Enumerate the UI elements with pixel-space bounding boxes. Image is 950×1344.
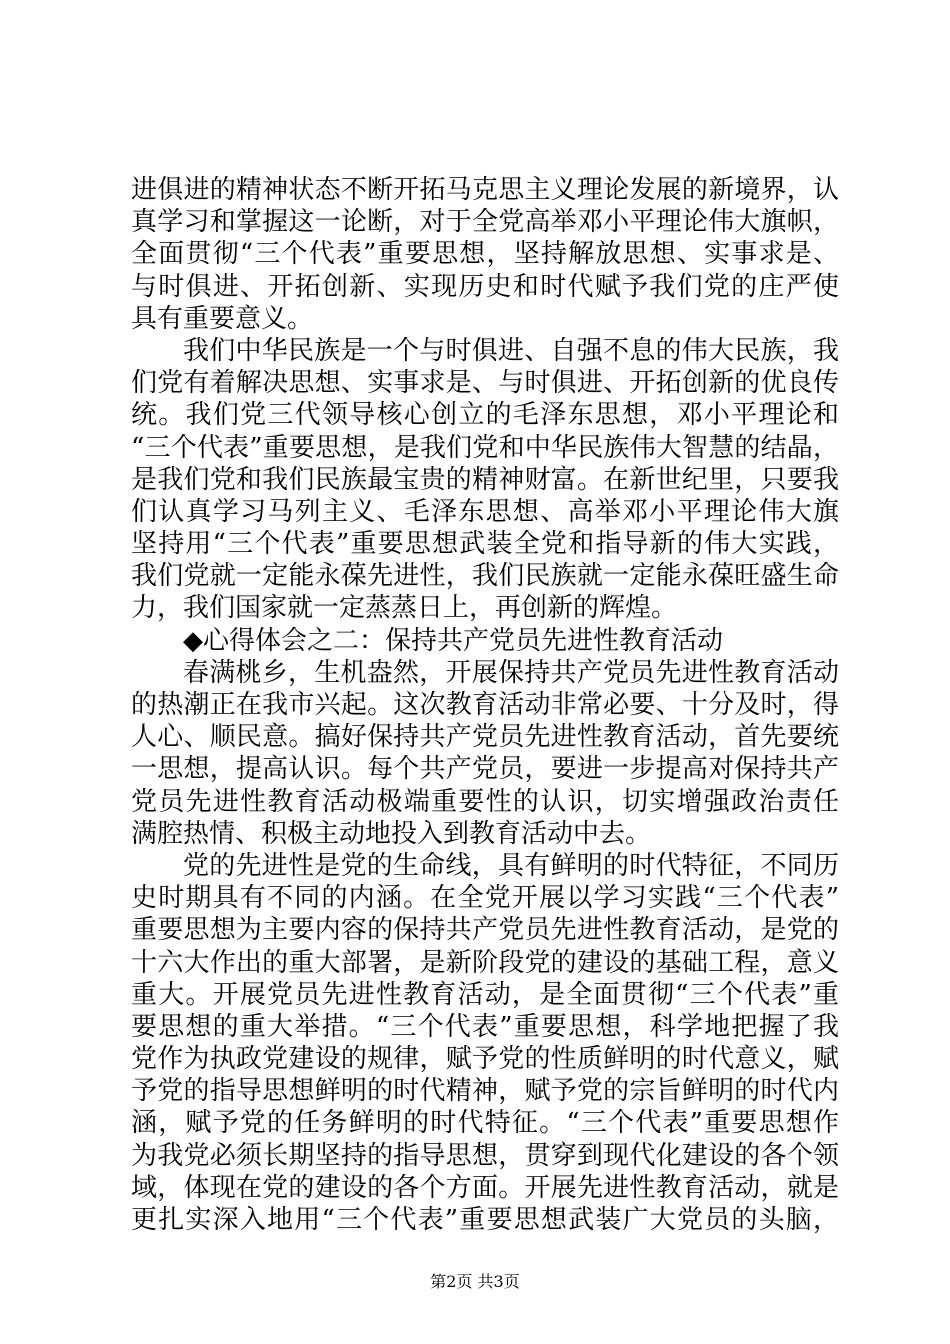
text-line: 要思想的重大举措。“三个代表”重要思想，科学地把握了我 (131, 1011, 839, 1042)
text-line: 为我党必须长期坚持的指导思想，贯穿到现代化建设的各个领 (131, 1140, 839, 1171)
text-line: 党的先进性是党的生命线，具有鲜明的时代特征，不同历 (183, 850, 839, 881)
text-line: 具有重要意义。 (131, 303, 314, 334)
text-line: 予党的指导思想鲜明的时代精神，赋予党的宗旨鲜明的时代内 (131, 1076, 839, 1107)
text-line: 统。我们党三代领导核心创立的毛泽东思想，邓小平理论和 (131, 400, 839, 431)
text-line: 的热潮正在我市兴起。这次教育活动非常必要、十分及时，得 (131, 690, 839, 720)
text-line: 重大。开展党员先进性教育活动，是全面贯彻“三个代表”重 (131, 979, 839, 1010)
text-line: 十六大作出的重大部署，是新阶段党的建设的基础工程，意义 (131, 947, 839, 978)
text-line: 我们中华民族是一个与时俱进、自强不息的伟大民族，我 (183, 335, 839, 366)
text-line: 坚持用“三个代表”重要思想武装全党和指导新的伟大实践， (131, 529, 839, 560)
text-line: 满腔热情、积极主动地投入到教育活动中去。 (131, 818, 652, 849)
text-line: 重要思想为主要内容的保持共产党员先进性教育活动，是党的 (131, 915, 839, 946)
text-line: 们党有着解决思想、实事求是、与时俱进、开拓创新的优良传 (131, 368, 839, 399)
text-line: 们认真学习马列主义、毛泽东思想、高举邓小平理论伟大旗 (131, 496, 839, 527)
text-line: 全面贯彻“三个代表”重要思想，坚持解放思想、实事求是、 (131, 239, 839, 270)
text-line: 是我们党和我们民族最宝贵的精神财富。在新世纪里，只要我 (131, 464, 839, 495)
text-line: 春满桃乡，生机盎然，开展保持共产党员先进性教育活动 (183, 657, 839, 688)
text-line: 更扎实深入地用“三个代表”重要思想武装广大党员的头脑， (131, 1205, 839, 1235)
text-line: 党作为执政党建设的规律，赋予党的性质鲜明的时代意义，赋 (131, 1044, 839, 1075)
text-line: 与时俱进、开拓创新、实现历史和时代赋予我们党的庄严使 (131, 271, 839, 302)
text-line: 进俱进的精神状态不断开拓马克思主义理论发展的新境界，认 (131, 175, 839, 205)
text-line: 真学习和掌握这一论断，对于全党高举邓小平理论伟大旗帜， (131, 207, 839, 238)
text-line: “三个代表”重要思想，是我们党和中华民族伟大智慧的结晶， (131, 432, 839, 463)
text-line: 涵，赋予党的任务鲜明的时代特征。“三个代表”重要思想作 (131, 1108, 839, 1139)
text-line: 党员先进性教育活动极端重要性的认识，切实增强政治责任 (131, 786, 839, 817)
text-line: ◆心得体会之二：保持共产党员先进性教育活动 (183, 625, 723, 656)
text-line: 域，体现在党的建设的各个方面。开展先进性教育活动，就是 (131, 1172, 839, 1203)
text-line: 力，我们国家就一定蒸蒸日上，再创新的辉煌。 (131, 593, 678, 624)
document-body (131, 174, 839, 1236)
text-line: 我们党就一定能永葆先进性，我们民族就一定能永葆旺盛生命 (131, 561, 839, 592)
text-line: 人心、顺民意。搞好保持共产党员先进性教育活动，首先要统 (131, 722, 839, 753)
text-line: 一思想，提高认识。每个共产党员，要进一步提高对保持共产 (131, 754, 839, 785)
page-footer: 第2页 共3页 (430, 1272, 520, 1291)
text-line: 史时期具有不同的内涵。在全党开展以学习实践“三个代表” (131, 883, 839, 914)
